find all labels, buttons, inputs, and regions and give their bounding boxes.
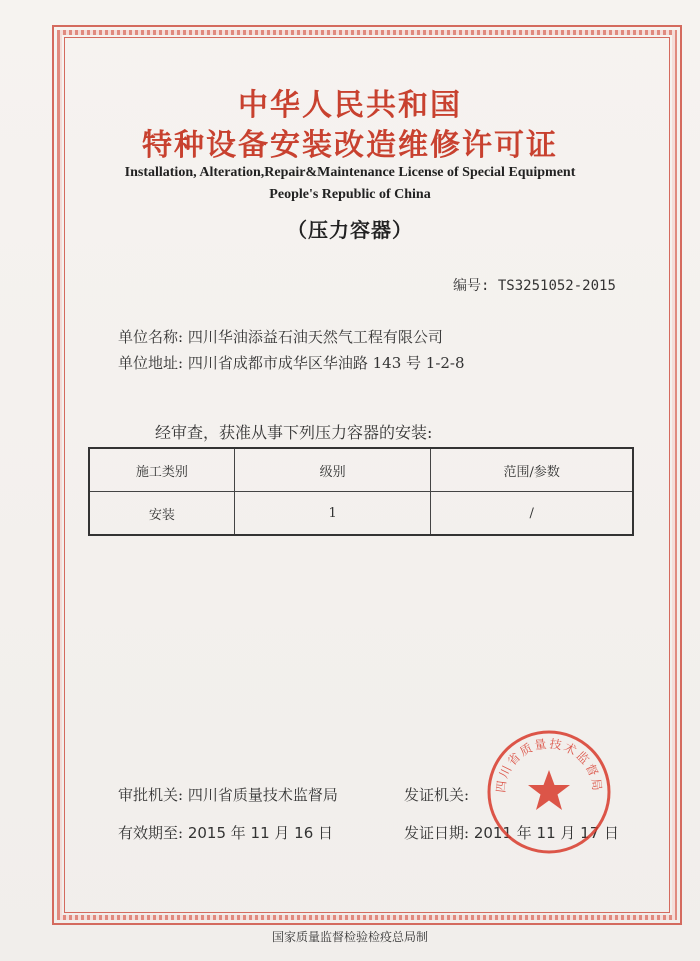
subtitle: （压力容器） — [287, 218, 413, 242]
table-header-cell: 范围/参数 — [431, 448, 633, 492]
license-scope-table — [88, 447, 634, 536]
bottom-note: 国家质量监督检验检疫总局制 — [271, 930, 428, 944]
table-header-cell: 级别 — [234, 448, 431, 492]
issue-date-label: 发证日期: — [404, 824, 470, 842]
issuing-authority-row — [404, 784, 469, 805]
unit-name-value: 四川华油添益石油天然气工程有限公司 — [187, 328, 443, 346]
issue-date-value: 2011 年 11 月 17 日 — [473, 824, 620, 842]
serial-value: TS3251052-2015 — [497, 278, 616, 294]
title-cn-line1: 中华人民共和国 — [238, 88, 462, 123]
table-header-row — [89, 448, 633, 492]
table-cell: 1 — [234, 492, 431, 536]
approval-authority-row — [118, 784, 338, 805]
official-seal-icon — [485, 728, 613, 856]
table-cell: 安装 — [89, 492, 234, 536]
approval-authority-value: 四川省质量技术监督局 — [187, 786, 338, 804]
approval-statement: 经审查，获准从事下列压力容器的安装: — [155, 423, 433, 442]
valid-until-label: 有效期至: — [118, 824, 184, 842]
table-row — [89, 492, 633, 536]
title-en-line1: Installation, Alteration,Repair&Maintenance License of Special Equipment — [124, 165, 576, 180]
unit-address-value: 四川省成都市成华区华油路 143 号 1-2-8 — [187, 354, 465, 372]
unit-address-label: 单位地址: — [118, 354, 184, 372]
valid-until-value: 2015 年 11 月 16 日 — [187, 824, 334, 842]
table-cell: / — [431, 492, 633, 536]
serial-label: 编号: — [453, 278, 490, 294]
valid-until-row — [118, 822, 333, 843]
issuing-authority-label: 发证机关: — [404, 786, 470, 804]
title-cn-line2: 特种设备安装改造维修许可证 — [142, 128, 558, 163]
table-header-cell: 施工类别 — [89, 448, 234, 492]
seal-text: 四川省质量技术监督局 — [493, 736, 605, 794]
serial-number — [453, 275, 616, 295]
unit-name-label: 单位名称: — [118, 328, 184, 346]
unit-address-row — [118, 352, 465, 373]
approval-authority-label: 审批机关: — [118, 786, 184, 804]
unit-name-row — [118, 326, 443, 347]
title-en-line2: People's Republic of China — [269, 187, 431, 202]
